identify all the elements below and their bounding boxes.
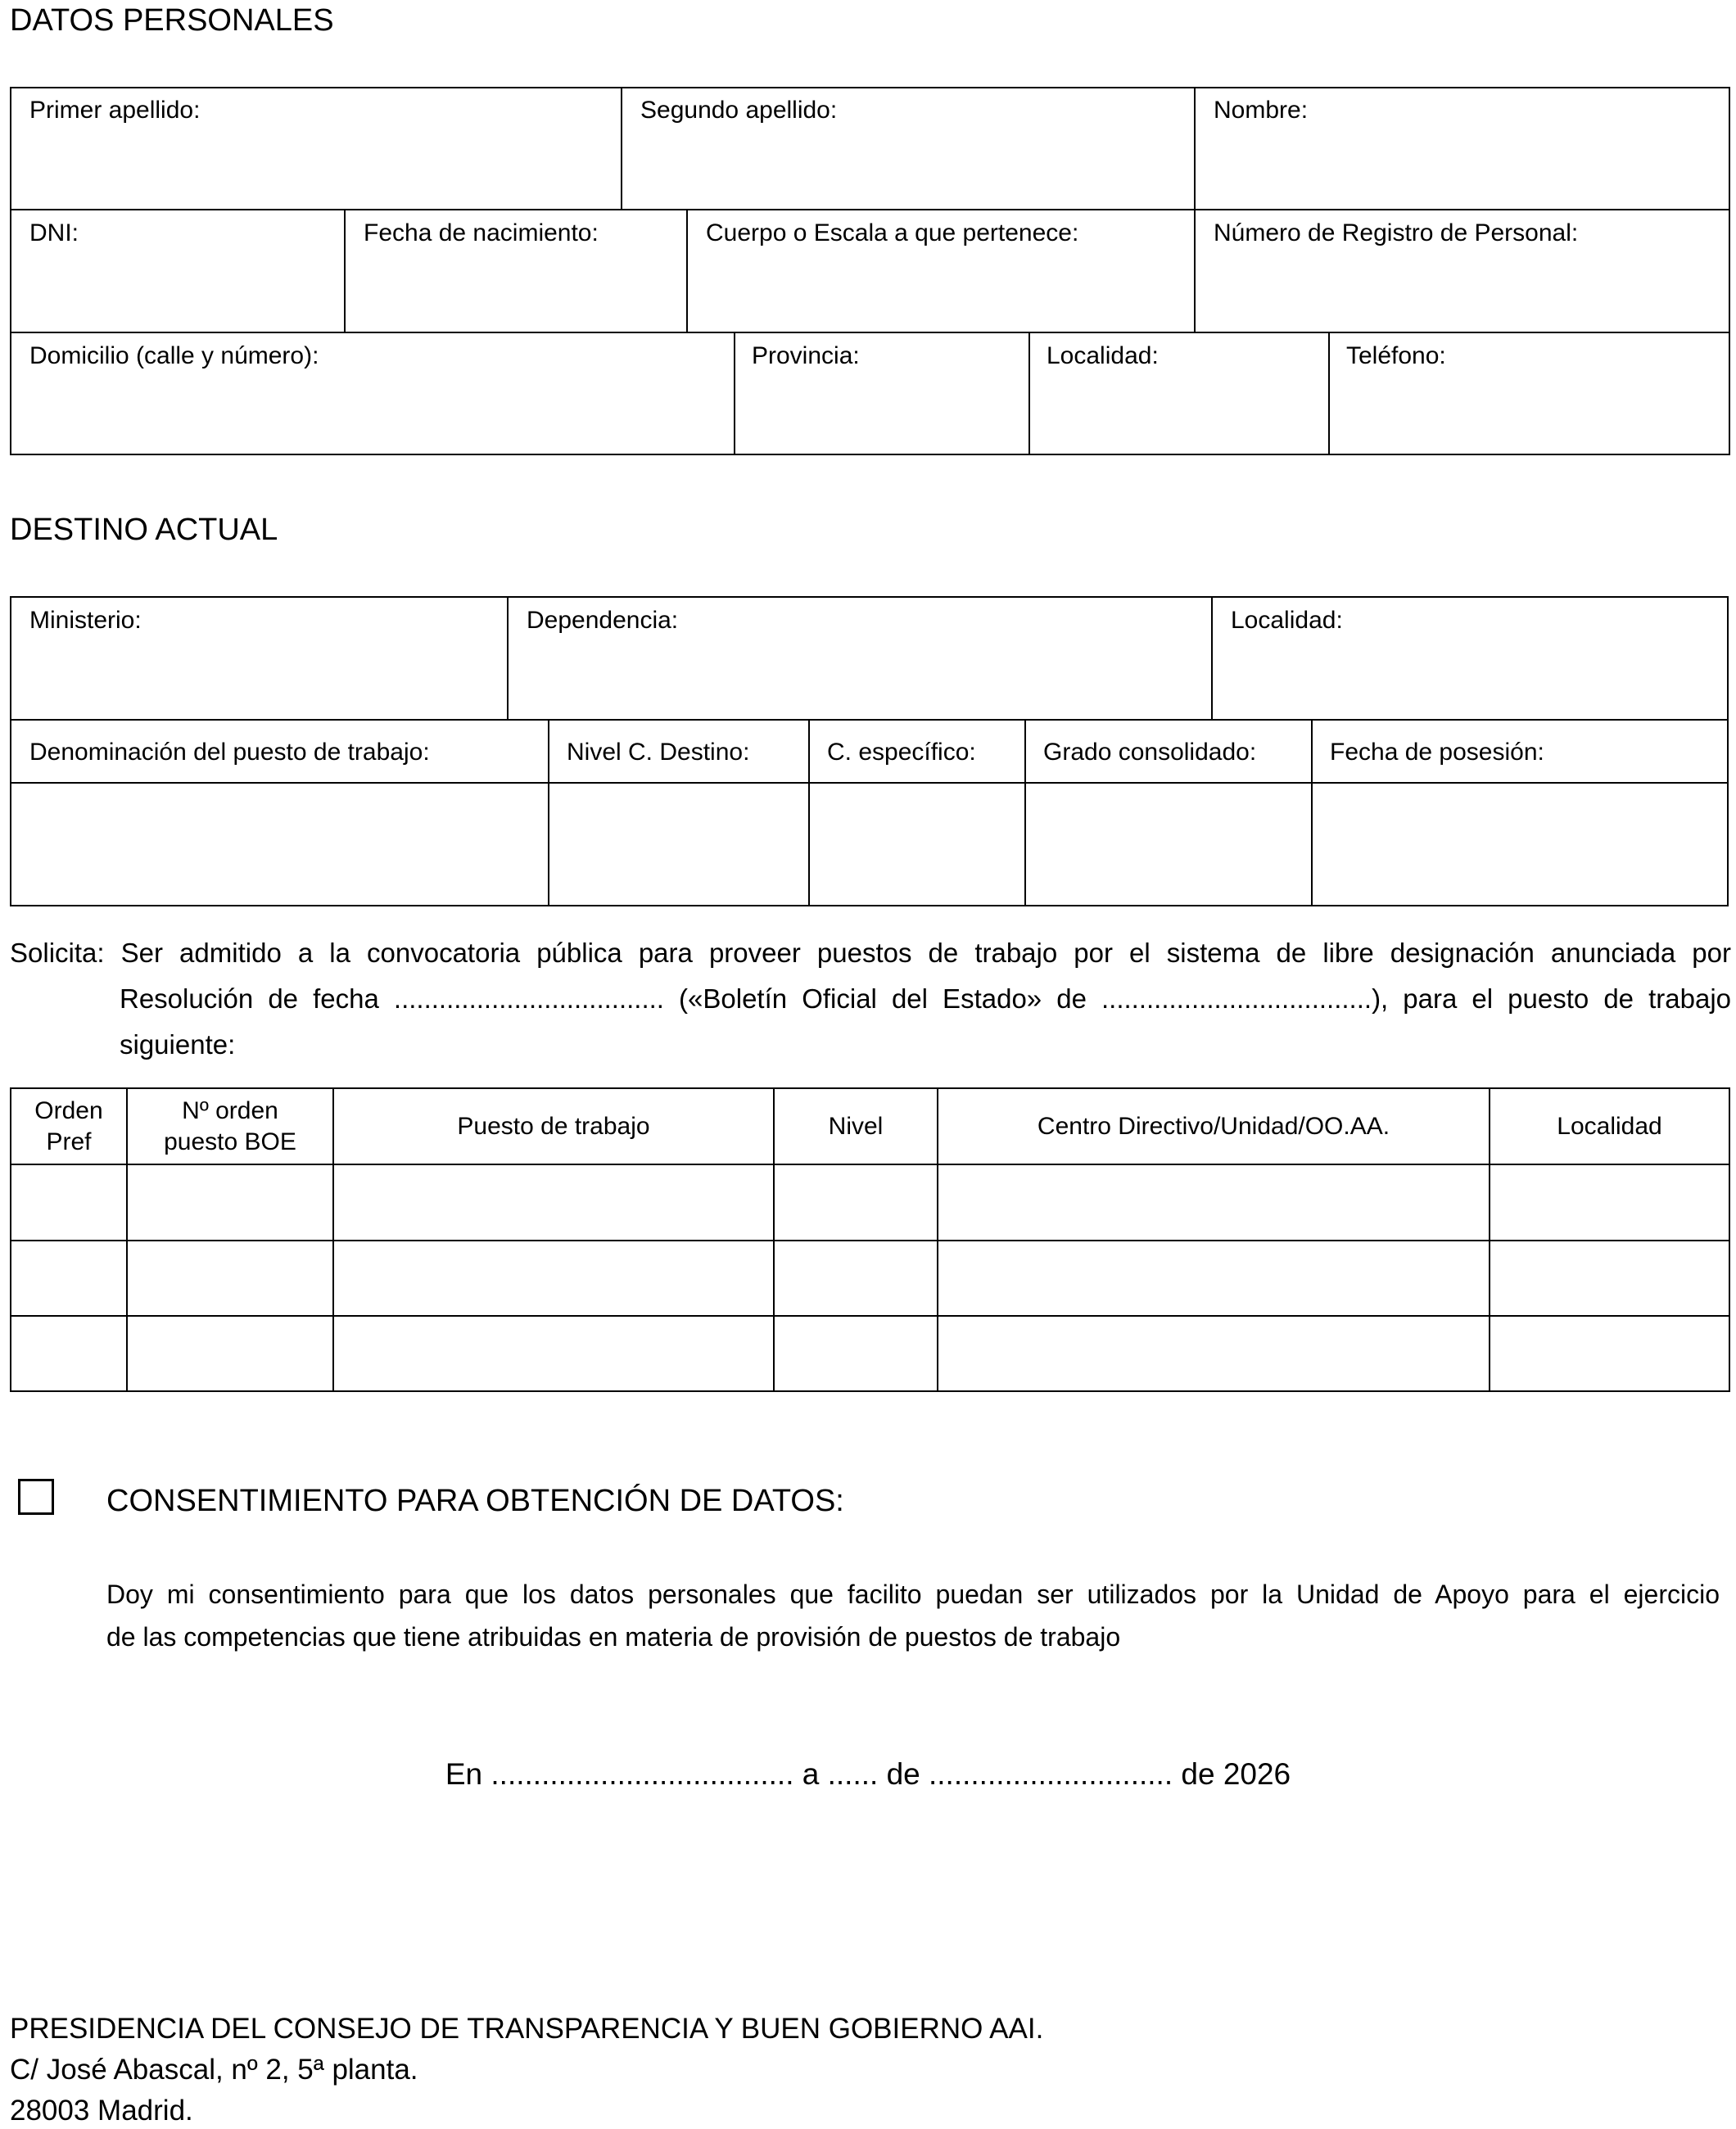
- consentimiento-title: CONSENTIMIENTO PARA OBTENCIÓN DE DATOS:: [106, 1484, 844, 1518]
- denominacion-puesto-input[interactable]: [11, 784, 547, 905]
- fecha-nacimiento-field[interactable]: Fecha de nacimiento:: [364, 219, 599, 246]
- solicita-line-2: Resolución de fecha .................................... («Boletín Oficial del Estado» de ....................................), para el puesto de trabajo: [120, 983, 1731, 1014]
- table-row[interactable]: [11, 1317, 1729, 1390]
- complemento-especifico-input[interactable]: [810, 784, 1024, 905]
- domicilio-field[interactable]: Domicilio (calle y número):: [29, 342, 319, 369]
- divider: [344, 209, 346, 332]
- localidad-destino-field[interactable]: Localidad:: [1231, 607, 1343, 634]
- complemento-especifico-label: C. específico:: [827, 739, 976, 766]
- datos-personales-table: [10, 87, 1730, 455]
- consentimiento-checkbox[interactable]: [18, 1479, 54, 1515]
- lugar-fecha-line[interactable]: En .................................... a ...... de ............................. de 2026: [445, 1757, 1291, 1791]
- consentimiento-text-line-2: de las competencias que tiene atribuidas en materia de provisión de puestos de trabajo: [106, 1622, 1121, 1652]
- header-centro-directivo: Centro Directivo/Unidad/OO.AA.: [1037, 1112, 1390, 1140]
- telefono-field[interactable]: Teléfono:: [1346, 342, 1446, 369]
- divider: [1211, 596, 1213, 720]
- solicita-line-1: Solicita: Ser admitido a la convocatoria pública para proveer puestos de trabajo por el sistema de libre designación anunciada por: [10, 938, 1731, 968]
- nombre-field[interactable]: Nombre:: [1214, 97, 1309, 124]
- divider: [10, 719, 1729, 721]
- divider: [1028, 332, 1030, 455]
- header-puesto-trabajo: Puesto de trabajo: [457, 1112, 650, 1140]
- numero-registro-field[interactable]: Número de Registro de Personal:: [1214, 219, 1579, 246]
- nivel-destino-input[interactable]: [549, 784, 807, 905]
- nivel-destino-label: Nivel C. Destino:: [567, 739, 750, 766]
- divider: [621, 87, 622, 210]
- divider: [734, 332, 735, 455]
- dni-field[interactable]: DNI:: [29, 219, 79, 246]
- ministerio-field[interactable]: Ministerio:: [29, 607, 142, 634]
- divider: [507, 596, 509, 720]
- divider: [686, 209, 688, 332]
- divider: [10, 332, 1730, 333]
- datos-personales-title: DATOS PERSONALES: [10, 3, 334, 38]
- primer-apellido-field[interactable]: Primer apellido:: [29, 97, 201, 124]
- destino-actual-title: DESTINO ACTUAL: [10, 513, 278, 547]
- dependencia-field[interactable]: Dependencia:: [527, 607, 679, 634]
- consentimiento-text-line-1: Doy mi consentimiento para que los datos personales que facilito puedan ser utilizados por la Unidad de Apoyo para el ejercicio: [106, 1580, 1720, 1609]
- table-row[interactable]: [11, 1165, 1729, 1239]
- divider: [1328, 332, 1330, 455]
- denominacion-puesto-label: Denominación del puesto de trabajo:: [29, 739, 430, 766]
- cuerpo-escala-field[interactable]: Cuerpo o Escala a que pertenece:: [706, 219, 1079, 246]
- footer-organismo: PRESIDENCIA DEL CONSEJO DE TRANSPARENCIA Y BUEN GOBIERNO AAI.: [10, 2013, 1044, 2045]
- fecha-posesion-input[interactable]: [1313, 784, 1727, 905]
- header-numero-orden: Nº orden puesto BOE: [164, 1097, 296, 1155]
- divider: [1194, 209, 1196, 332]
- fecha-posesion-label: Fecha de posesión:: [1330, 739, 1544, 766]
- grado-consolidado-label: Grado consolidado:: [1043, 739, 1257, 766]
- header-nivel: Nivel: [828, 1112, 884, 1140]
- grado-consolidado-input[interactable]: [1026, 784, 1310, 905]
- solicita-label: Solicita:: [10, 938, 105, 968]
- footer-codigo-postal: 28003 Madrid.: [10, 2095, 193, 2127]
- header-orden-pref: Orden Pref: [34, 1097, 103, 1155]
- solicita-line-3: siguiente:: [120, 1029, 236, 1060]
- footer-direccion: C/ José Abascal, nº 2, 5ª planta.: [10, 2054, 418, 2086]
- header-localidad: Localidad: [1557, 1112, 1662, 1140]
- provincia-field[interactable]: Provincia:: [752, 342, 860, 369]
- localidad-field[interactable]: Localidad:: [1047, 342, 1159, 369]
- divider: [10, 209, 1730, 210]
- divider: [1194, 87, 1196, 210]
- table-row[interactable]: [11, 1241, 1729, 1314]
- segundo-apellido-field[interactable]: Segundo apellido:: [640, 97, 838, 124]
